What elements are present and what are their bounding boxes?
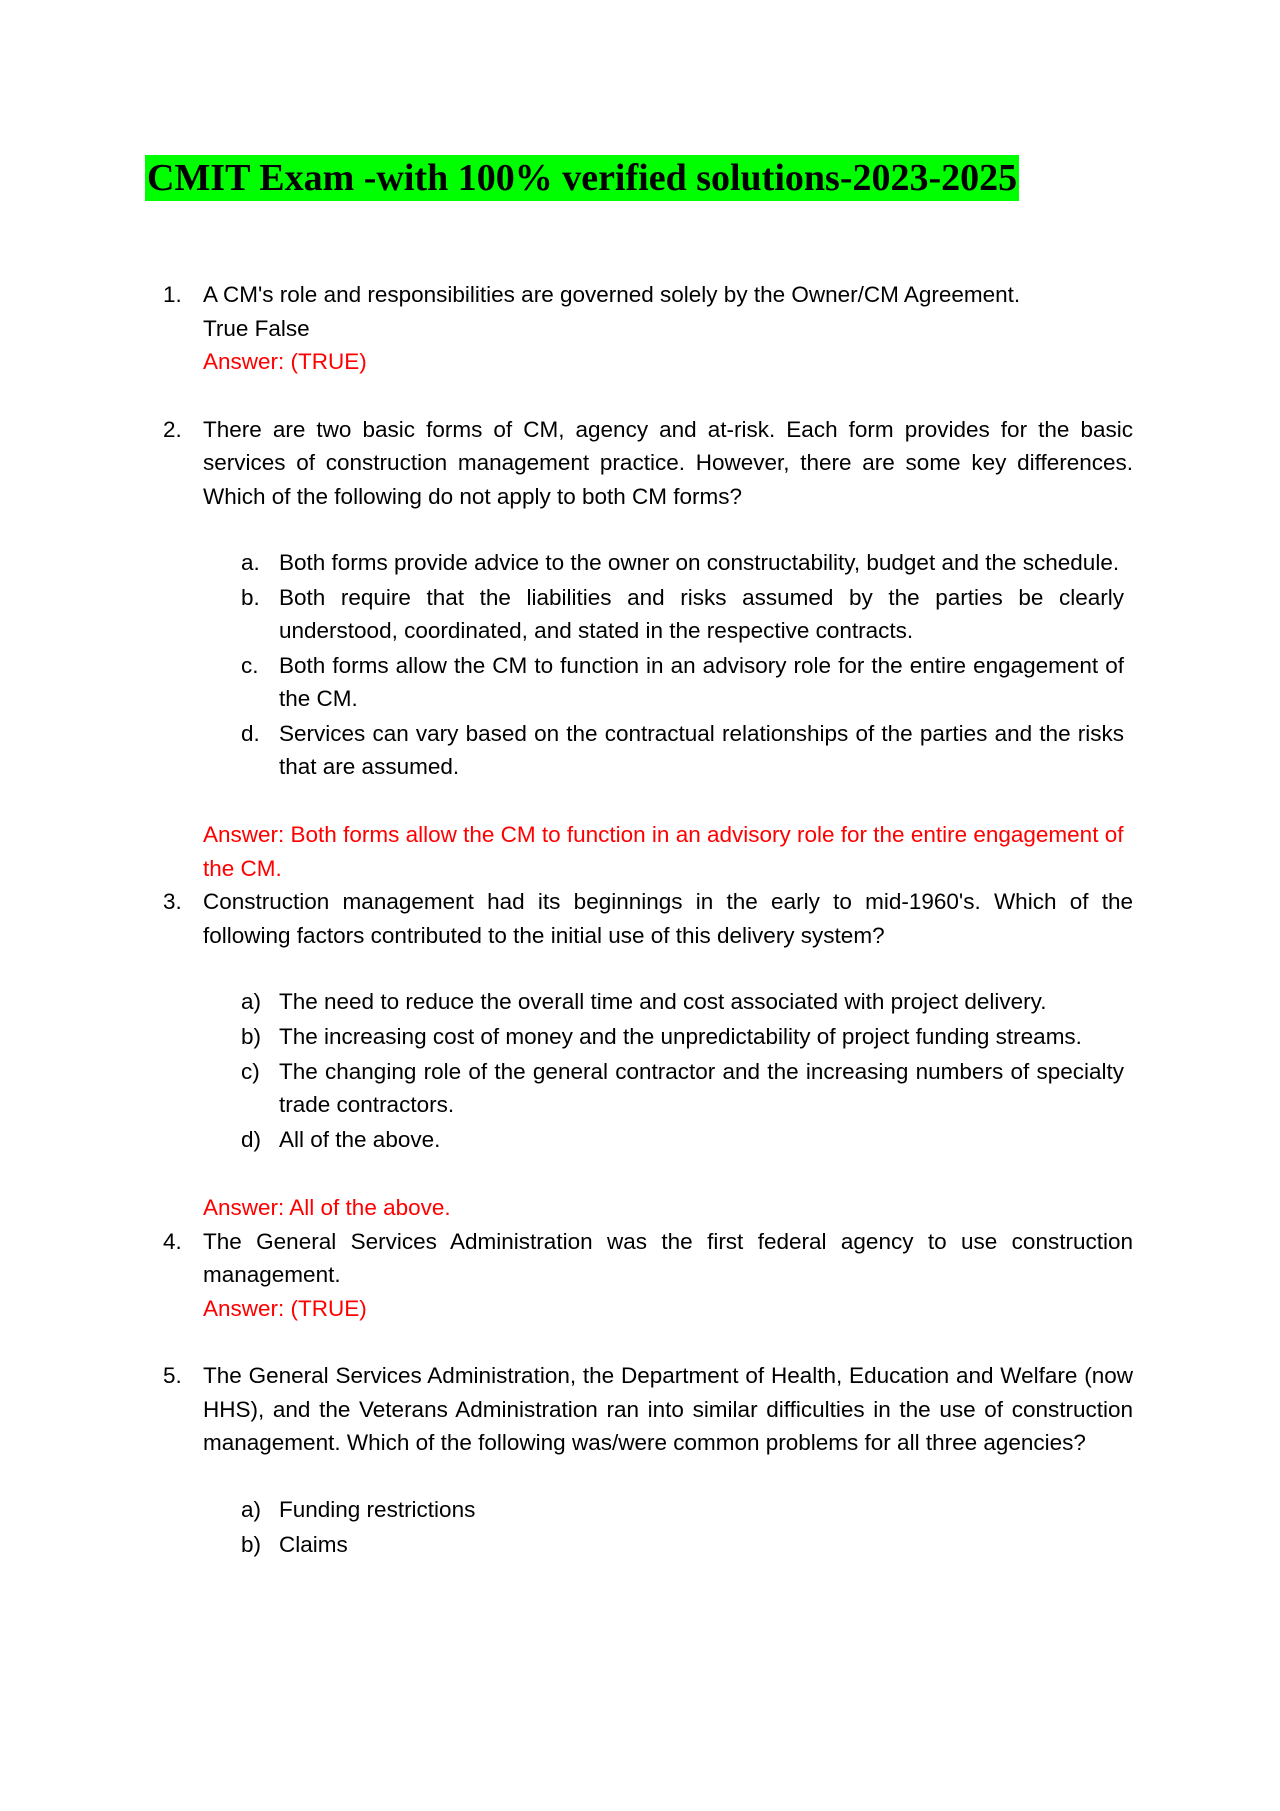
question-3 [0, 885, 1133, 1225]
option-item [203, 649, 1124, 715]
question-5 [0, 1359, 1133, 1561]
page-title: CMIT Exam -with 100% verified solutions-2023-2025 [147, 157, 1018, 199]
question-number: 4. [163, 1228, 182, 1254]
option-label: a) [241, 989, 262, 1014]
question-text: Construction management had its beginnings in the early to mid-1960's. Which of the following factors contributed to the initial use of this delivery system? [203, 889, 1133, 948]
question-number: 2. [163, 416, 182, 442]
question-number: 5. [163, 1363, 182, 1388]
option-label: d. [241, 721, 260, 746]
option-text: Funding restrictions [279, 1496, 476, 1522]
question-2 [0, 413, 1133, 886]
option-item [203, 1055, 1124, 1121]
option-text: Claims [279, 1531, 348, 1557]
option-item [203, 1493, 1124, 1526]
question-4 [0, 1225, 1133, 1326]
answer-text: Answer: (TRUE) [203, 1295, 367, 1321]
option-label: a. [241, 550, 260, 575]
answer-text: Answer: Both forms allow the CM to function in an advisory role for the entire engagement of the CM. [203, 822, 1124, 881]
option-item [203, 546, 1124, 579]
question-list [0, 278, 1280, 1563]
option-label: b) [241, 1531, 262, 1557]
option-list [203, 546, 1133, 783]
question-number: 3. [163, 889, 182, 914]
answer-text: Answer: (TRUE) [203, 349, 367, 374]
option-label: a) [241, 1496, 262, 1522]
option-text: The changing role of the general contractor and the increasing numbers of specialty trade contractors. [279, 1059, 1124, 1117]
option-label: c) [241, 1059, 260, 1084]
answer-text: Answer: All of the above. [203, 1195, 451, 1220]
option-text: Both require that the liabilities and risks assumed by the parties be clearly understood, coordinated, and stated in the respective contracts. [279, 585, 1124, 643]
option-label: b) [241, 1024, 262, 1049]
option-item [203, 1528, 1124, 1561]
option-item [203, 717, 1124, 783]
question-text: A CM's role and responsibilities are governed solely by the Owner/CM Agreement. [203, 282, 1021, 307]
question-text: There are two basic forms of CM, agency and at-risk. Each form provides for the basic services of construction management practice. However, there are some key differences. Which of the following do not apply to both CM forms? [203, 416, 1133, 509]
option-label: b. [241, 585, 260, 610]
option-item [203, 985, 1124, 1018]
title-block [145, 155, 1019, 201]
question-1 [0, 278, 1133, 379]
option-text: Services can vary based on the contractual relationships of the parties and the risks that are assumed. [279, 721, 1124, 779]
option-item [203, 1123, 1124, 1156]
option-item [203, 581, 1124, 647]
question-text: The General Services Administration, the Department of Health, Education and Welfare (now HHS), and the Veterans Administration ran into similar difficulties in the use of construction management. Which of the following was/were common problems for all three agencies? [203, 1363, 1133, 1455]
option-text: Both forms provide advice to the owner on constructability, budget and the schedule. [279, 550, 1120, 575]
question-choices: True False [203, 315, 310, 341]
option-text: All of the above. [279, 1127, 441, 1152]
option-text: The increasing cost of money and the unpredictability of project funding streams. [279, 1024, 1082, 1049]
question-number: 1. [163, 282, 182, 307]
option-label: c. [241, 653, 259, 678]
option-text: Both forms allow the CM to function in an advisory role for the entire engagement of the CM. [279, 653, 1124, 711]
option-text: The need to reduce the overall time and cost associated with project delivery. [279, 989, 1047, 1014]
option-item [203, 1020, 1124, 1053]
option-list [203, 985, 1133, 1156]
question-text: The General Services Administration was the first federal agency to use construction management. [203, 1228, 1133, 1287]
option-list [203, 1493, 1133, 1561]
option-label: d) [241, 1127, 262, 1152]
